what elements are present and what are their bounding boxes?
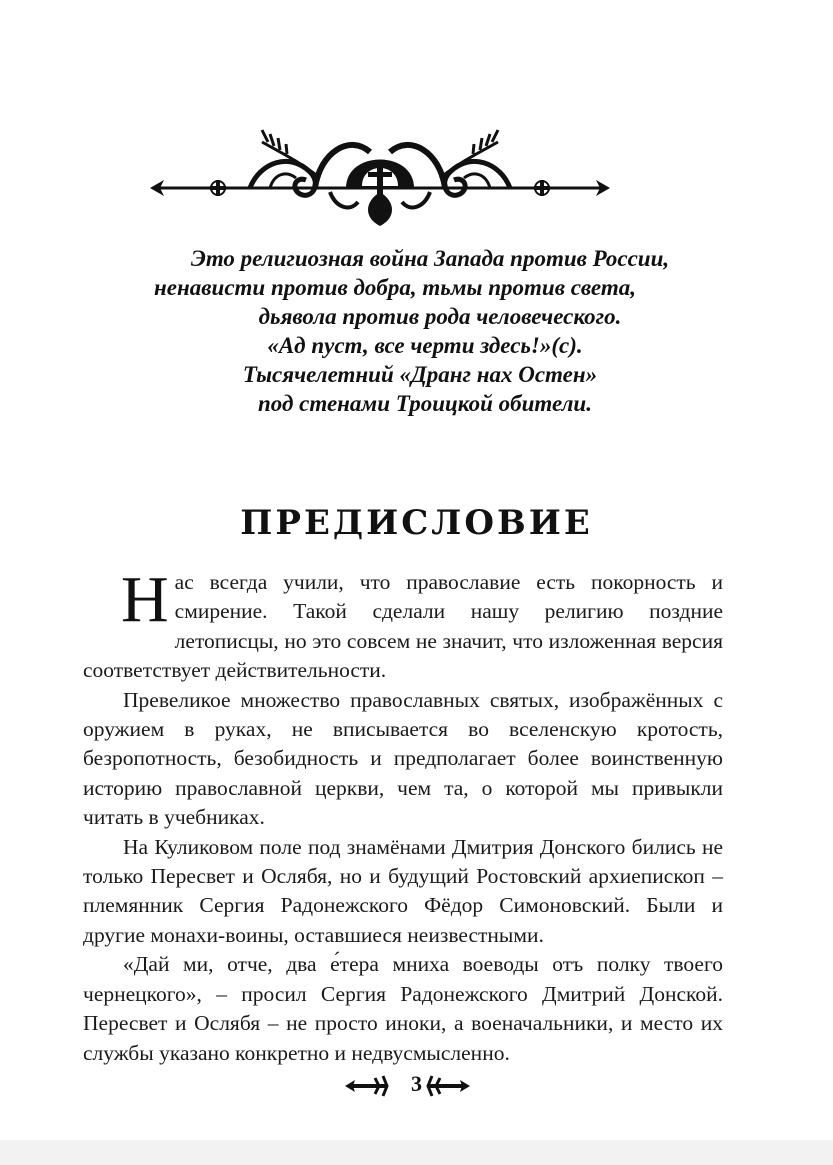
epigraph-line: Это религиозная война Запада против России,	[190, 246, 670, 271]
page-footer	[0, 1068, 833, 1108]
paragraph-text: ас всегда учили, что православие есть покорность и смирение. Такой сделали нашу религию поздние летописцы, но это совсем не значит, что изложенная версия соответствует действительности.	[83, 570, 723, 683]
paragraph: На Куликовом поле под знамёнами Дмитрия Донского бились не только Пересвет и Ослябя, но и будущий Ростовский архиепископ – племянник Сергия Радонежского Фёдор Симоновский. Были и другие монахи-воины, оставшиеся неизвестными.	[83, 834, 723, 947]
paragraph: Превеликое множество православных святых, изображённых с оружием в руках, не вписывается во вселенскую кротость, безропотность, безобидность и предполагает более воинственную историю православной церкви, чем та, о которой мы привыкли читать в учебниках.	[83, 687, 723, 830]
paragraph: «Дай ми, отче, два е́тера мниха воеводы отъ полку твоего чернецкого», – просил Сергия Радонежского Дмитрий Донской. Пересвет и Ослябя – не просто иноки, а военачальники, и место их службы указано конкретно и недвусмысленно.	[83, 952, 723, 1065]
body-text	[83, 563, 723, 1068]
page-number: 3	[411, 1071, 422, 1096]
epigraph-line: Тысячелетний «Дранг нах Остен»	[242, 362, 598, 387]
page-bottom-margin	[0, 1140, 833, 1165]
epigraph-line: «Ад пуст, все черти здесь!»(с).	[267, 333, 583, 358]
chapter-heading: ПРЕДИСЛОВИЕ	[240, 503, 593, 543]
epigraph-line: под стенами Троицкой обители.	[258, 391, 592, 416]
epigraph-line: ненависти против добра, тьмы против света,	[154, 275, 636, 300]
ornamental-headpiece-icon	[150, 122, 610, 230]
right-folio-ornament-icon	[418, 1074, 470, 1098]
drop-cap: Н	[121, 563, 169, 636]
paragraph	[83, 563, 723, 686]
epigraph-line: дьявола против рода человеческого.	[258, 304, 622, 329]
epigraph	[100, 244, 730, 418]
